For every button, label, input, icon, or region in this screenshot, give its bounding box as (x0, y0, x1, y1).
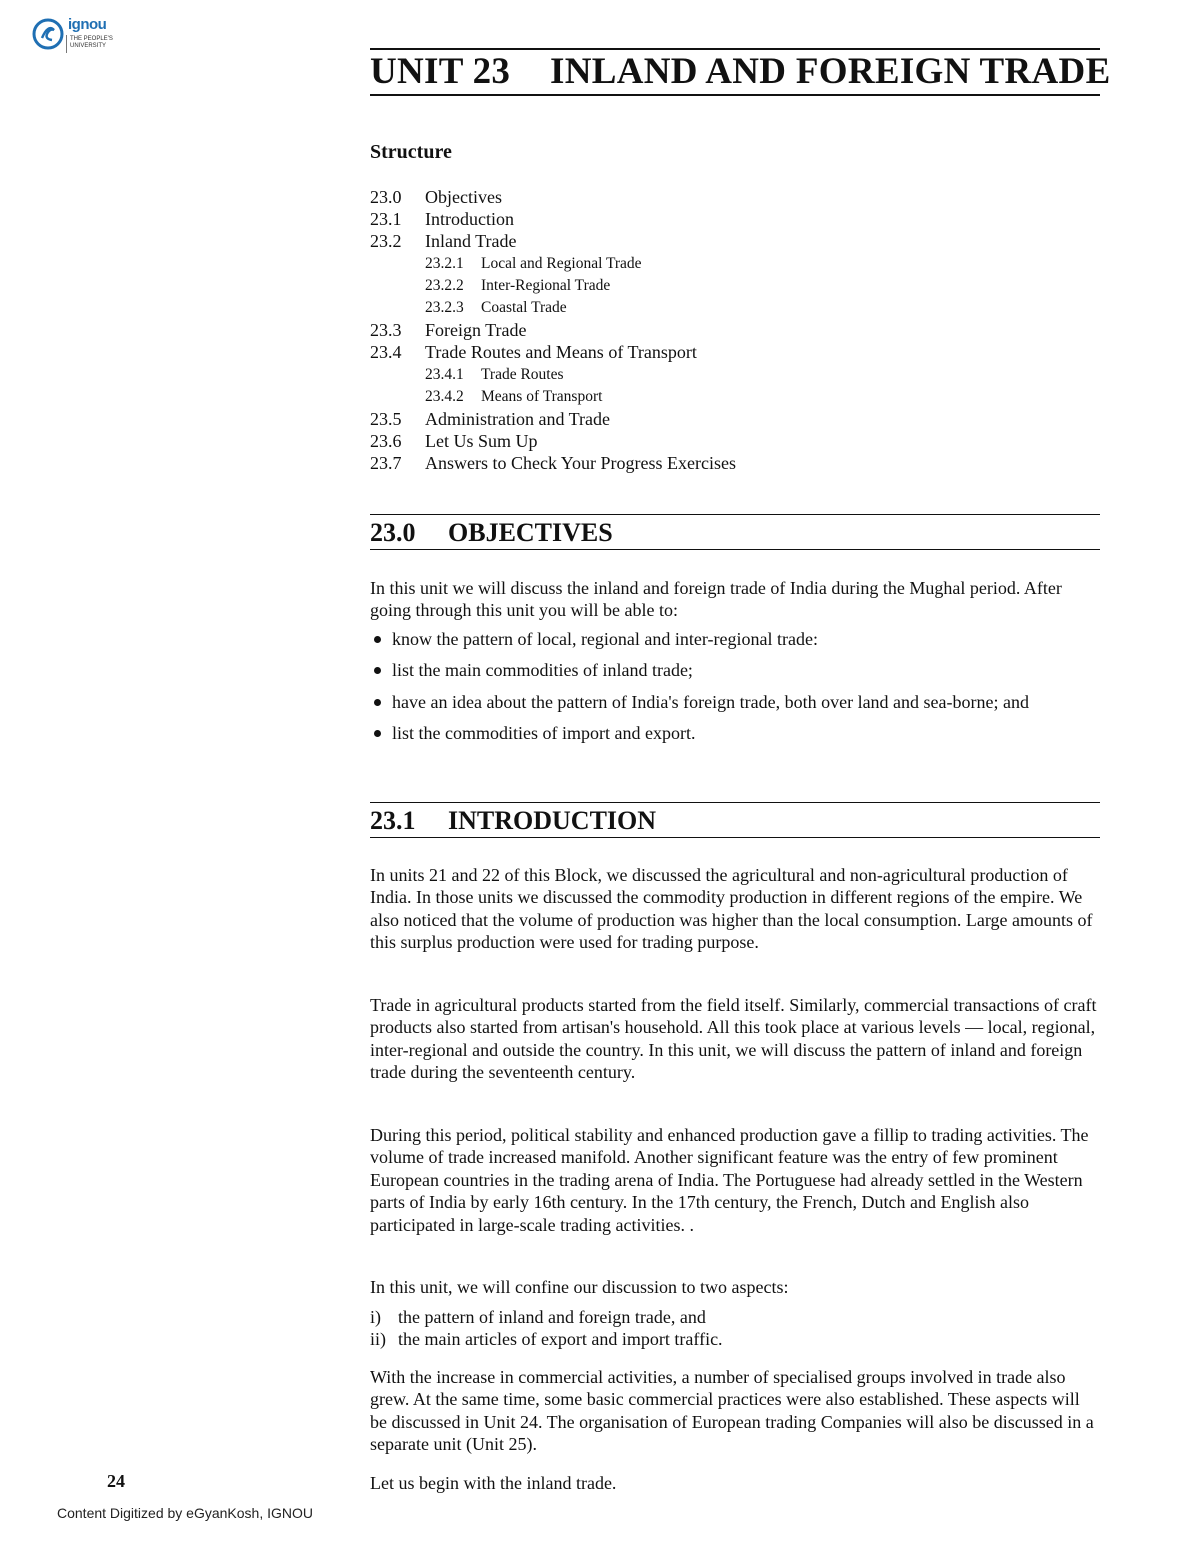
structure-item-number: 23.5 (370, 408, 402, 429)
objective-item: have an idea about the pattern of India's foreign trade, both over land and sea-borne; and (370, 691, 1100, 713)
structure-item-number: 23.3 (370, 320, 402, 341)
structure-item (370, 297, 1090, 319)
aspect-numeral: i) (370, 1307, 381, 1327)
objective-item: list the main commodities of inland trade; (370, 659, 1100, 681)
structure-item-number: 23.2.3 (425, 298, 464, 316)
structure-item-number: 23.4.1 (425, 365, 464, 383)
objective-item: list the commodities of import and export. (370, 722, 1100, 744)
structure-item (370, 275, 1090, 297)
structure-item-number: 23.1 (370, 209, 402, 230)
objectives-number: 23.0 (370, 518, 416, 547)
structure-item-label: Means of Transport (481, 387, 603, 405)
introduction-rule-bottom (370, 837, 1100, 838)
introduction-paragraph-4: In this unit, we will confine our discussion to two aspects: (370, 1277, 789, 1297)
structure-item-number: 23.7 (370, 453, 402, 474)
aspects-list (370, 1306, 1100, 1351)
structure-item-label: Local and Regional Trade (481, 254, 642, 272)
structure-item (370, 253, 1090, 275)
structure-item-number: 23.2 (370, 231, 402, 252)
structure-item (370, 186, 1090, 208)
introduction-paragraph-1: In units 21 and 22 of this Block, we discussed the agricultural and non-agricultural production of India. In those units we discussed the commodity production in different regions of the empire. We also noticed that the volume of production was higher than the local consumption. Large amounts of this surplus production were used for trading purpose. (370, 865, 1093, 953)
structure-item-label: Let Us Sum Up (425, 431, 538, 452)
structure-item-number: 23.2.1 (425, 254, 464, 272)
structure-item-label: Inter-Regional Trade (481, 276, 611, 294)
structure-heading: Structure (370, 141, 452, 163)
objectives-rule-bottom (370, 549, 1100, 550)
structure-item (370, 341, 1090, 363)
structure-item-number: 23.2.2 (425, 276, 464, 294)
structure-item-number: 23.4.2 (425, 387, 464, 405)
objectives-intro: In this unit we will discuss the inland and foreign trade of India during the Mughal period. After going through this unit you will be able to: (370, 578, 1062, 621)
objectives-list (370, 628, 1100, 754)
structure-item-number: 23.0 (370, 187, 402, 207)
structure-item-number: 23.4 (370, 342, 402, 363)
unit-number: UNIT 23 (370, 51, 511, 92)
logo-wordmark: ignou (68, 16, 107, 33)
page-number: 24 (107, 1471, 125, 1491)
objectives-rule-top (370, 514, 1100, 515)
introduction-number: 23.1 (370, 806, 416, 835)
introduction-rule-top (370, 802, 1100, 803)
structure-item-label: Administration and Trade (425, 408, 610, 429)
structure-item-label: Inland Trade (425, 231, 517, 252)
structure-item (370, 386, 1090, 408)
aspect-text: the pattern of inland and foreign trade, and (398, 1307, 706, 1327)
structure-item-label: Coastal Trade (481, 298, 567, 316)
footer-credit: Content Digitized by eGyanKosh, IGNOU (57, 1505, 314, 1521)
objective-item: know the pattern of local, regional and inter-regional trade: (370, 628, 1100, 650)
introduction-paragraph-2: Trade in agricultural products started from the field itself. Similarly, commercial transactions of craft products also started from artisan's household. All this took place at various levels — local, regional, inter-regional and outside the country. In this unit, we will discuss the pattern of inland and foreign trade during the seventeenth century. (370, 995, 1097, 1083)
structure-item-label: Trade Routes and Means of Transport (425, 342, 697, 363)
unit-title-text: INLAND AND FOREIGN TRADE (550, 51, 1111, 92)
aspect-item (370, 1328, 1100, 1350)
ignou-emblem-icon (32, 18, 64, 50)
introduction-paragraph-6: Let us begin with the inland trade. (370, 1473, 617, 1493)
ignou-logo (32, 16, 132, 56)
aspect-item (370, 1306, 1100, 1328)
structure-item (370, 452, 1090, 474)
header-rule-bottom (370, 94, 1100, 96)
structure-item (370, 430, 1090, 452)
logo-subtitle: THE PEOPLE'S UNIVERSITY (70, 36, 113, 49)
introduction-paragraph-5: With the increase in commercial activities, a number of specialised groups involved in trade also grew. At the same time, some basic commercial practices were also established. These aspects will be discussed in Unit 24. The organisation of European trading Companies will also be discussed in a separate unit (Unit 25). (370, 1367, 1094, 1455)
objectives-heading (370, 518, 613, 548)
aspect-text: the main articles of export and import traffic. (398, 1329, 723, 1350)
structure-item-number: 23.6 (370, 431, 402, 452)
structure-item-label: Objectives (425, 187, 502, 207)
objectives-title: OBJECTIVES (448, 518, 613, 547)
introduction-title: INTRODUCTION (448, 806, 657, 835)
structure-item (370, 319, 1090, 341)
introduction-paragraph-3: During this period, political stability and enhanced production gave a fillip to trading activities. The volume of trade increased manifold. Another significant feature was the entry of few prominent European countries in the trading arena of India. The Portuguese had already settled in the Western parts of India by early 16th century. In the 17th century, the French, Dutch and English also participated in large-scale trading activities. . (370, 1125, 1089, 1235)
structure-item-label: Answers to Check Your Progress Exercises (425, 453, 736, 474)
structure-item (370, 230, 1090, 252)
aspect-numeral: ii) (370, 1329, 386, 1350)
structure-item-label: Foreign Trade (425, 320, 527, 341)
structure-item-label: Trade Routes (481, 365, 564, 383)
introduction-heading (370, 806, 656, 836)
unit-title (370, 50, 1111, 93)
structure-list (370, 186, 1090, 474)
structure-item (370, 408, 1090, 430)
structure-item-label: Introduction (425, 209, 514, 230)
structure-item (370, 208, 1090, 230)
structure-item (370, 364, 1090, 386)
